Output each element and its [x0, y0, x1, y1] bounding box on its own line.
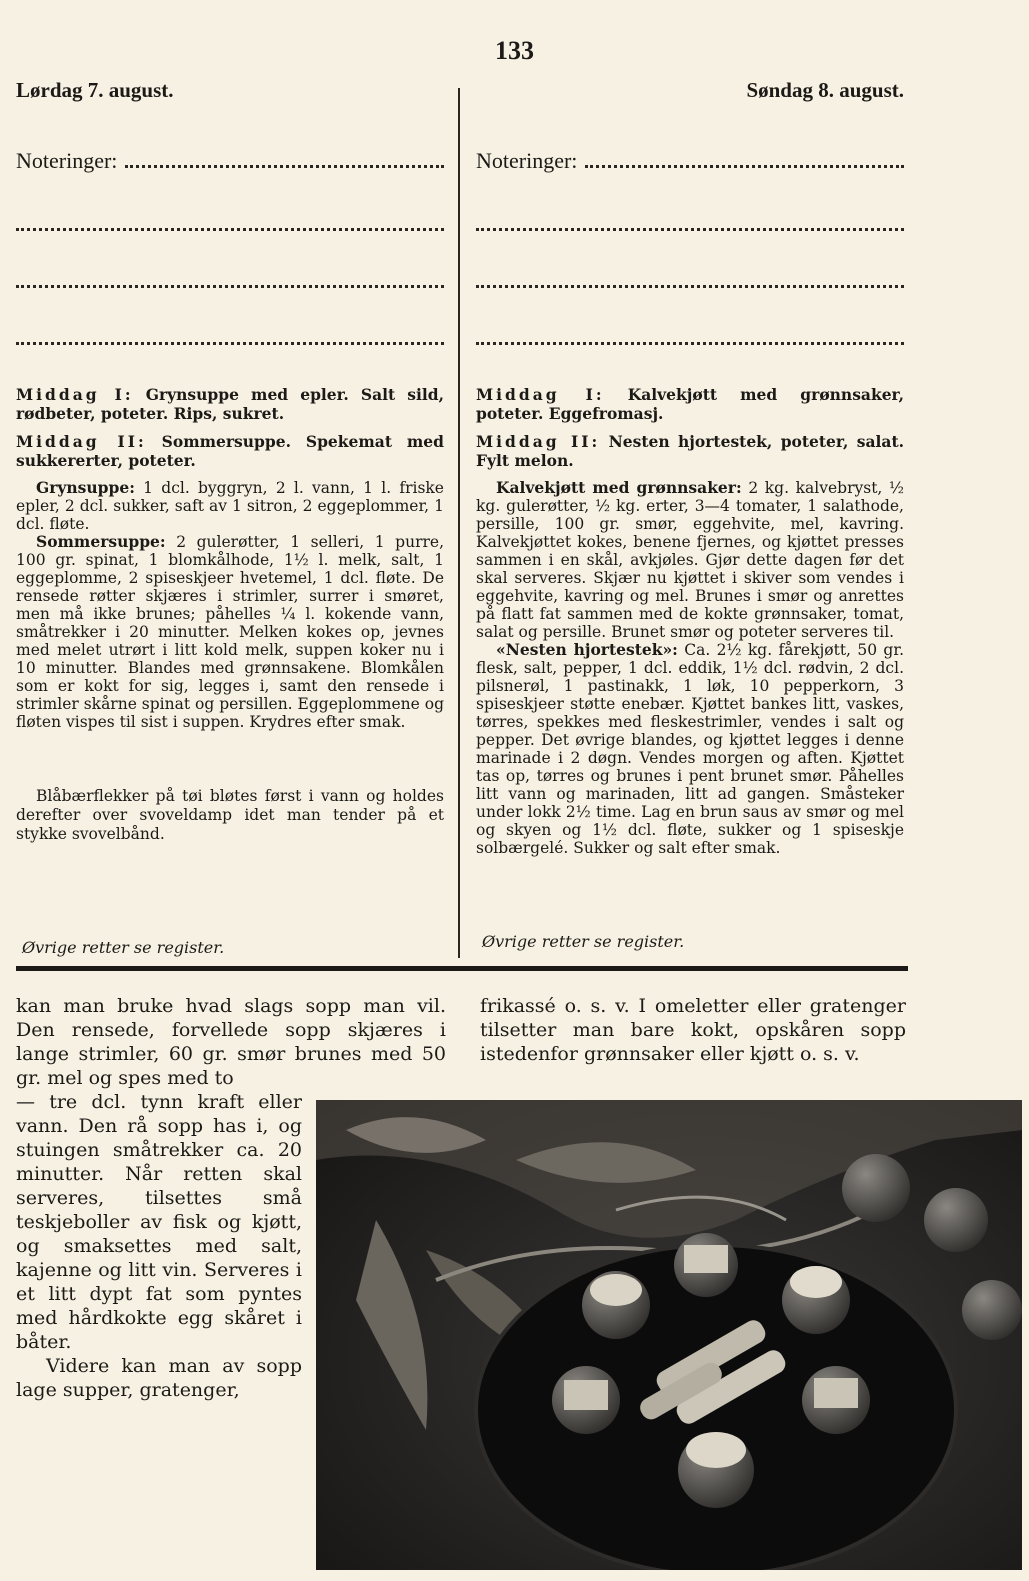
recipe-title: Sommersuppe:	[36, 532, 166, 551]
recipe-paragraph	[476, 641, 904, 857]
menu-text: Kalvekjøtt med grønnsaker, poteter. Eggefromasj.	[476, 385, 904, 423]
food-photo-image	[316, 1100, 1022, 1570]
right-notes-label: Noteringer:	[476, 148, 578, 173]
column-divider	[458, 88, 460, 958]
notes-dotted-line	[16, 328, 444, 345]
menu-label: Middag I:	[16, 385, 134, 404]
right-column	[476, 78, 904, 857]
notes-dotted-line	[476, 328, 904, 345]
text-paragraph-wrapped: — tre dcl. tynn kraft eller vann. Den rå sopp has i, og stuingen småtrekker ca. 20 minutter. Når retten skal serveres, tilsettes små teskjeboller av fisk og kjøtt, og smaksettes med salt, kajenne og litt vin. Serveres i et litt dypt fat som pyntes med hårdkokte egg skåret i båter.	[16, 1091, 302, 1353]
right-notes-row	[476, 148, 904, 174]
right-menu-2	[476, 432, 904, 470]
left-day-heading: Lørdag 7. august.	[16, 78, 174, 102]
left-menu	[16, 385, 444, 470]
recipe-title: Grynsuppe:	[36, 478, 135, 497]
left-notes-label: Noteringer:	[16, 148, 118, 173]
right-day-heading: Søndag 8. august.	[746, 78, 904, 102]
recipe-text: 2 kg. kalvebryst, ½ kg. gulerøtter, ½ kg. erter, 3—4 tomater, 1 salathode, persille, 100 gr. smør, eggehvite, mel, kavring. Kalvekjøttet kokes, benene fjernes, og kjøttet presses sammen i en skål, avkjøles. Gjør dette dagen før det skal serveres. Skjær nu kjøttet i skiver som vendes i eggehvite, kavring og mel. Brunes i smør og anrettes på flatt fat sammen med de kokte grønnsaker, tomat, salat og persille. Brunet smør og poteter serveres til.	[476, 479, 904, 641]
text-paragraph: kan man bruke hvad slags sopp man vil. Den rensede, forvellede sopp skjæres i lange strimler, 60 gr. smør brunes med 50 gr. mel og spes med to	[16, 995, 446, 1089]
recipe-title: «Nesten hjortestek»:	[496, 640, 678, 659]
notes-dotted-line	[585, 151, 904, 168]
left-column	[16, 78, 444, 844]
notes-dotted-line	[16, 214, 444, 231]
menu-text: Sommersuppe. Spekemat med sukkererter, poteter.	[16, 432, 444, 470]
menu-label: Middag II:	[476, 432, 601, 451]
menu-label: Middag I:	[476, 385, 605, 404]
right-recipes	[476, 479, 904, 857]
recipe-text: Ca. 2½ kg. fårekjøtt, 50 gr. flesk, salt, pepper, 1 dcl. eddik, 1½ dcl. rødvin, 2 dcl. pilsnerøl, 1 pastinakk, 1 løk, 10 pepperkorn, 3 spiseskjeer støtte enebær. Kjøttet bankes litt, vaskes, tørres, spekkes med fleskestrimler, vendes i salt og pepper. Det øvrige blandes, og kjøttet legges i denne marinade i 2 døgn. Vendes morgen og aften. Kjøttet tas op, tørres og brunes i pent brunet smør. Påhelles litt vann og marinaden, litt ad gangen. Småsteker under lokk 2½ time. Lag en brun saus av smør og mel og skyen og 1½ dcl. fløte, sukker og 1 spiseskje solbærgelé. Sukker og salt efter smak.	[476, 641, 904, 857]
notes-dotted-line	[125, 151, 444, 168]
recipe-title: Kalvekjøtt med grønnsaker:	[496, 478, 742, 497]
right-menu-1	[476, 385, 904, 423]
recipe-text: 2 gulerøtter, 1 selleri, 1 purre, 100 gr. spinat, 1 blomkålhode, 1½ l. melk, salt, 1 eggeplomme, 2 spiseskjeer hvetemel, 1 dcl. fløte. De rensede røtter skjæres i strimler, surrer i smøret, men må ikke brunes; påhelles ¼ l. kokende vann, småtrekker i 20 minutter. Melken kokes op, jevnes med melet utrørt i litt kold melk, suppen koker nu i 10 minutter. Blandes med grønnsakene. Blomkålen som er kokt for sig, legges i, samt den rensede i strimler skårne spinat og persillen. Eggeplommene og fløten vispes til sist i suppen. Krydres efter smak.	[16, 533, 444, 731]
left-other-dishes-note: Øvrige retter se register.	[22, 938, 225, 957]
left-menu-1	[16, 385, 444, 423]
notes-dotted-line	[476, 271, 904, 288]
notes-dotted-line	[16, 271, 444, 288]
recipe-paragraph	[16, 533, 444, 731]
text-paragraph-wrapped: Videre kan man av sopp lage supper, gratenger,	[16, 1355, 302, 1401]
household-tip: Blåbærflekker på tøi bløtes først i vann og holdes derefter over svoveldamp idet man tender på et stykke svovelbånd.	[16, 787, 444, 843]
recipe-paragraph	[16, 479, 444, 533]
recipe-paragraph	[476, 479, 904, 641]
left-notes-row	[16, 148, 444, 174]
recipe-text: 1 dcl. byggryn, 2 l. vann, 1 l. friske epler, 2 dcl. sukker, saft av 1 sitron, 2 eggeplommer, 1 dcl. fløte.	[16, 479, 444, 533]
menu-text: Nesten hjortestek, poteter, salat. Fylt melon.	[476, 432, 904, 470]
right-other-dishes-note: Øvrige retter se register.	[482, 932, 685, 951]
menu-text: Grynsuppe med epler. Salt sild, rødbeter, poteter. Rips, sukret.	[16, 385, 444, 423]
menu-label: Middag II:	[16, 432, 147, 451]
notes-dotted-line	[476, 214, 904, 231]
left-recipes	[16, 479, 444, 731]
mushroom-text-right: frikassé o. s. v. I omeletter eller gratenger tilsetter man bare kokt, opskåren sopp istedenfor grønnsaker eller kjøtt o. s. v.	[480, 995, 906, 1065]
left-menu-2	[16, 432, 444, 470]
section-divider	[16, 966, 908, 971]
food-photo	[316, 1100, 1022, 1570]
right-menu	[476, 385, 904, 470]
page-number: 133	[495, 36, 534, 65]
